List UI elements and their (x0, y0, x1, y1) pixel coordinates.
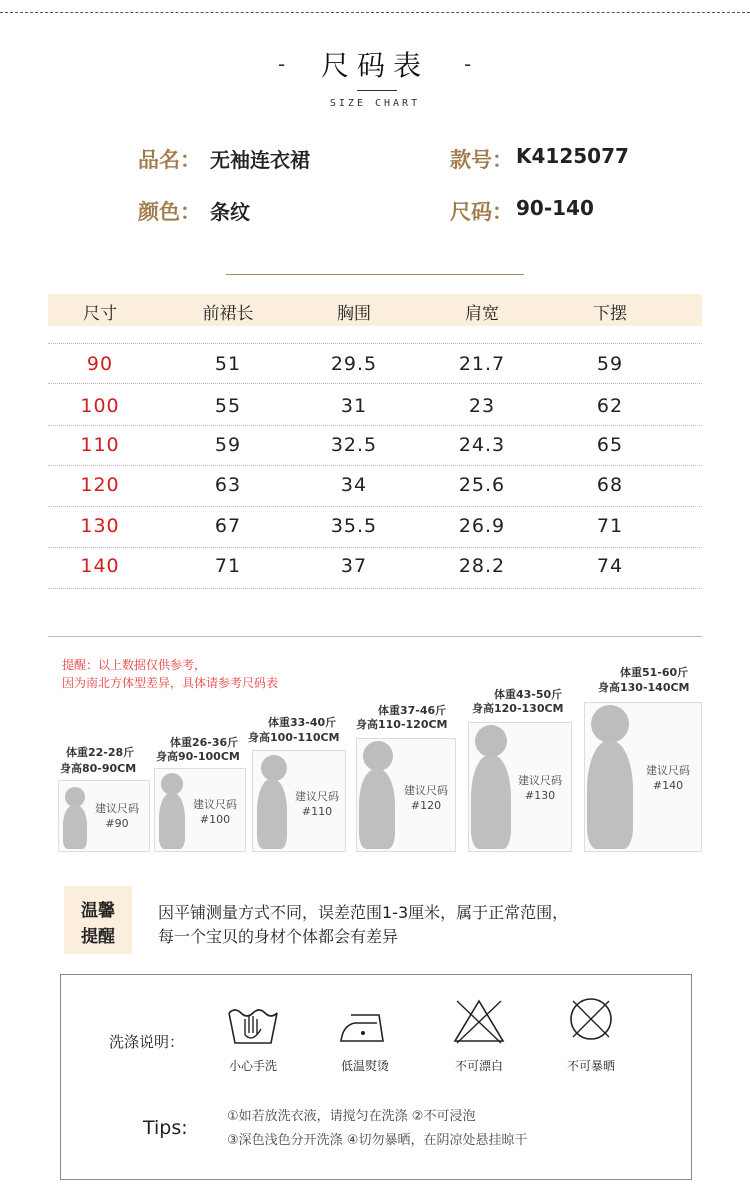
cell-chest: 31 (340, 395, 368, 417)
product-name-value: 无袖连衣裙 (210, 148, 310, 172)
cell-shoulder: 25.6 (458, 474, 506, 496)
child-figure-icon (63, 805, 87, 849)
figure-140-suggest: 建议尺码 (646, 764, 690, 777)
cell-chest: 34 (340, 474, 368, 496)
cell-size: 120 (80, 474, 120, 496)
no-sun-dry-label: 不可暴晒 (566, 1059, 615, 1073)
cell-size: 130 (80, 515, 120, 537)
header-hem: 下摆 (593, 304, 627, 324)
size-table-header (48, 294, 702, 326)
figure-100-size: #100 (199, 813, 231, 826)
cell-size: 110 (80, 434, 120, 456)
figure-130-box (468, 722, 572, 852)
figure-100-box (154, 768, 246, 852)
page-subtitle: SIZE CHART (329, 98, 421, 109)
warm-tip-label-2: 提醒 (81, 927, 115, 947)
figure-110-size: #110 (301, 805, 333, 818)
cell-shoulder: 24.3 (458, 434, 506, 456)
product-color-label: 颜色： (138, 200, 201, 224)
product-color-value: 条纹 (210, 200, 250, 224)
product-size-label: 尺码： (450, 200, 513, 224)
page-title: 尺码表 (320, 49, 429, 82)
care-instructions-box (60, 974, 692, 1180)
tips-line-2: ③深色浅色分开洗涤 ④切勿暴晒，在阴凉处悬挂晾干 (227, 1133, 528, 1148)
cell-chest: 35.5 (330, 515, 378, 537)
cell-hem: 71 (596, 515, 624, 537)
cell-chest: 37 (340, 555, 368, 577)
cell-size: 140 (80, 555, 120, 577)
figure-130-size: #130 (524, 789, 556, 802)
figure-110-height: 身高100-110CM (248, 731, 340, 744)
figure-120-weight: 体重37-46斤 (378, 704, 447, 717)
no-bleach-label: 不可漂白 (454, 1059, 503, 1073)
header-size: 尺寸 (83, 304, 117, 324)
cell-hem: 74 (596, 555, 624, 577)
figure-100-suggest: 建议尺码 (193, 798, 237, 811)
header-chest: 胸围 (337, 304, 371, 324)
cell-chest: 29.5 (330, 353, 378, 375)
top-dashed-border (0, 12, 750, 13)
child-head-icon (161, 773, 183, 795)
tips-title: Tips: (143, 1117, 188, 1139)
section-divider (226, 274, 524, 275)
cell-size: 90 (86, 353, 114, 375)
care-title: 洗涤说明： (109, 1033, 185, 1051)
header-shoulder: 肩宽 (465, 304, 499, 324)
figure-90-size: #90 (105, 817, 129, 830)
figure-90-weight: 体重22-28斤 (66, 746, 135, 759)
figure-100-height: 身高90-100CM (156, 750, 240, 763)
row-divider (48, 588, 702, 589)
warm-tip-message-2: 每一个宝贝的身材个体都会有差异 (158, 927, 399, 946)
warm-tip-badge (64, 886, 132, 954)
figure-90-suggest: 建议尺码 (95, 802, 139, 815)
row-divider (48, 383, 702, 384)
figure-120-suggest: 建议尺码 (404, 784, 448, 797)
child-head-icon (475, 725, 507, 757)
header-front-length: 前裙长 (202, 304, 254, 324)
warm-tip-label-1: 温馨 (81, 901, 115, 921)
cell-front-length: 51 (214, 353, 242, 375)
product-name-label: 品名： (138, 148, 201, 172)
cell-hem: 65 (596, 434, 624, 456)
figure-130-height: 身高120-130CM (472, 702, 564, 715)
cell-shoulder: 23 (468, 395, 496, 417)
cell-front-length: 59 (214, 434, 242, 456)
title-underline (357, 90, 397, 91)
child-figure-icon (159, 793, 185, 849)
cell-front-length: 67 (214, 515, 242, 537)
figure-110-suggest: 建议尺码 (295, 790, 339, 803)
no-bleach-icon (451, 997, 507, 1045)
child-figure-icon (471, 755, 511, 849)
cell-front-length: 71 (214, 555, 242, 577)
figure-140-box (584, 702, 702, 852)
tips-line-1: ①如若放洗衣液，请搅匀在洗涤 ②不可浸泡 (227, 1109, 476, 1124)
warm-tip-message-1: 因平铺测量方式不同，误差范围1-3厘米，属于正常范围， (158, 903, 569, 922)
row-divider (48, 465, 702, 466)
figure-90-box (58, 780, 150, 852)
reminder-line-1: 提醒：以上数据仅供参考， (62, 658, 207, 672)
figure-120-height: 身高110-120CM (356, 718, 448, 731)
cell-shoulder: 26.9 (458, 515, 506, 537)
cell-size: 100 (80, 395, 120, 417)
child-head-icon (65, 787, 85, 807)
cell-hem: 68 (596, 474, 624, 496)
cell-front-length: 55 (214, 395, 242, 417)
figure-100-weight: 体重26-36斤 (170, 736, 239, 749)
row-divider (48, 343, 702, 344)
child-figure-icon (257, 779, 287, 849)
figure-140-weight: 体重51-60斤 (620, 666, 689, 679)
product-code-label: 款号： (450, 148, 513, 172)
cell-chest: 32.5 (330, 434, 378, 456)
figure-140-height: 身高130-140CM (598, 681, 690, 694)
child-head-icon (591, 705, 629, 743)
row-divider (48, 547, 702, 548)
child-figure-icon (359, 769, 395, 849)
cell-hem: 62 (596, 395, 624, 417)
section-divider-gray (48, 636, 702, 637)
cell-shoulder: 28.2 (458, 555, 506, 577)
child-head-icon (363, 741, 393, 771)
figure-140-size: #140 (652, 779, 684, 792)
product-code-value: K4125077 (516, 144, 629, 168)
child-head-icon (261, 755, 287, 781)
hand-wash-icon (225, 999, 281, 1047)
child-figure-icon (587, 741, 633, 849)
figure-120-size: #120 (410, 799, 442, 812)
reminder-line-2: 因为南北方体型差异，具体请参考尺码表 (62, 676, 279, 690)
title-dash-right: - (464, 52, 472, 76)
hand-wash-label: 小心手洗 (228, 1059, 277, 1073)
figure-110-box (252, 750, 346, 852)
cell-hem: 59 (596, 353, 624, 375)
product-size-value: 90-140 (516, 196, 594, 220)
title-dash-left: - (278, 52, 286, 76)
figure-110-weight: 体重33-40斤 (268, 716, 337, 729)
cell-front-length: 63 (214, 474, 242, 496)
figure-130-weight: 体重43-50斤 (494, 688, 563, 701)
iron-low-label: 低温熨烫 (340, 1059, 389, 1073)
cell-shoulder: 21.7 (458, 353, 506, 375)
iron-low-icon (337, 1003, 393, 1051)
row-divider (48, 506, 702, 507)
figure-120-box (356, 738, 456, 852)
figure-90-height: 身高80-90CM (60, 762, 137, 775)
no-sun-dry-icon (563, 995, 619, 1043)
figure-130-suggest: 建议尺码 (518, 774, 562, 787)
row-divider (48, 425, 702, 426)
